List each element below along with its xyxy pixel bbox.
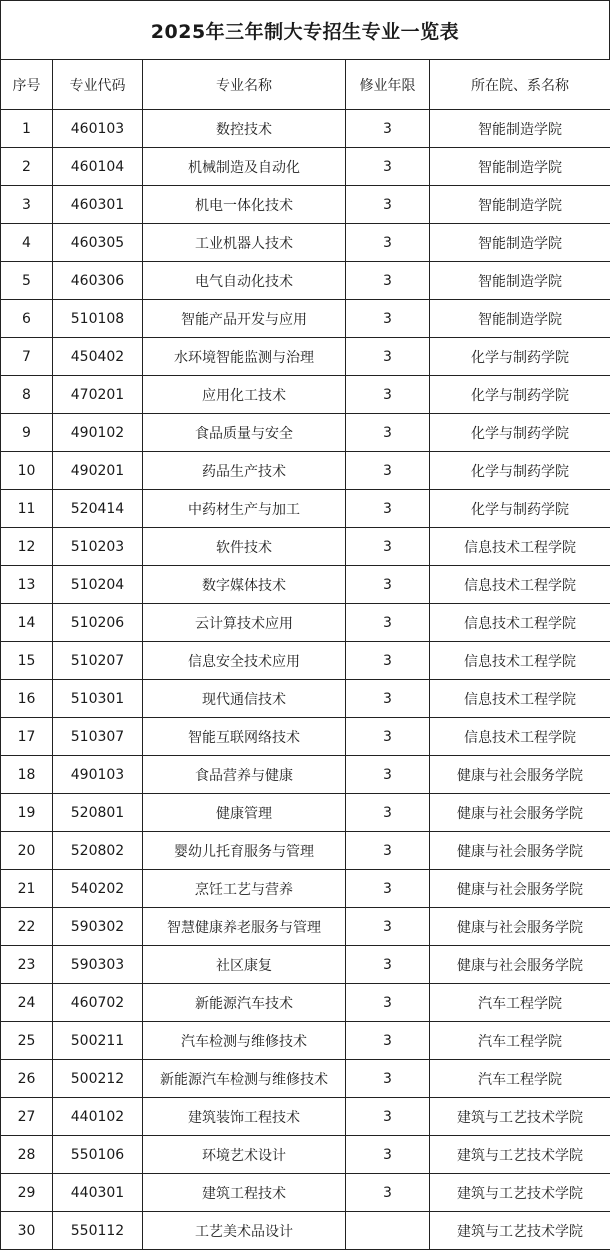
cell-index: 18 [1, 756, 53, 794]
cell-department: 信息技术工程学院 [430, 566, 610, 604]
cell-department: 健康与社会服务学院 [430, 832, 610, 870]
table-row [1, 604, 610, 642]
cell-duration: 3 [346, 1174, 430, 1212]
cell-duration: 3 [346, 794, 430, 832]
table-row [1, 1212, 610, 1250]
cell-department: 化学与制药学院 [430, 490, 610, 528]
cell-duration: 3 [346, 490, 430, 528]
cell-duration: 3 [346, 224, 430, 262]
cell-major-name: 汽车检测与维修技术 [143, 1022, 346, 1060]
cell-index: 26 [1, 1060, 53, 1098]
cell-code: 510207 [53, 642, 143, 680]
cell-department: 智能制造学院 [430, 186, 610, 224]
cell-major-name: 新能源汽车技术 [143, 984, 346, 1022]
majors-table [0, 59, 610, 1250]
cell-index: 16 [1, 680, 53, 718]
cell-department: 建筑与工艺技术学院 [430, 1136, 610, 1174]
table-row [1, 946, 610, 984]
cell-index: 30 [1, 1212, 53, 1250]
cell-department: 智能制造学院 [430, 224, 610, 262]
cell-index: 12 [1, 528, 53, 566]
cell-department: 信息技术工程学院 [430, 642, 610, 680]
cell-major-name: 新能源汽车检测与维修技术 [143, 1060, 346, 1098]
cell-index: 7 [1, 338, 53, 376]
cell-index: 13 [1, 566, 53, 604]
cell-major-name: 现代通信技术 [143, 680, 346, 718]
table-row [1, 1022, 610, 1060]
cell-index: 27 [1, 1098, 53, 1136]
cell-code: 460104 [53, 148, 143, 186]
cell-duration: 3 [346, 1098, 430, 1136]
cell-code: 500211 [53, 1022, 143, 1060]
cell-index: 17 [1, 718, 53, 756]
cell-major-name: 智能互联网络技术 [143, 718, 346, 756]
cell-department: 智能制造学院 [430, 110, 610, 148]
cell-major-name: 软件技术 [143, 528, 346, 566]
cell-department: 化学与制药学院 [430, 414, 610, 452]
table-row [1, 414, 610, 452]
cell-duration: 3 [346, 414, 430, 452]
cell-duration: 3 [346, 148, 430, 186]
cell-code: 490102 [53, 414, 143, 452]
cell-duration: 3 [346, 718, 430, 756]
page-title: 2025年三年制大专招生专业一览表 [0, 0, 610, 60]
cell-index: 22 [1, 908, 53, 946]
cell-duration: 3 [346, 984, 430, 1022]
header-row [1, 60, 610, 110]
cell-major-name: 信息安全技术应用 [143, 642, 346, 680]
cell-department: 建筑与工艺技术学院 [430, 1174, 610, 1212]
cell-department: 信息技术工程学院 [430, 604, 610, 642]
cell-code: 520801 [53, 794, 143, 832]
cell-major-name: 应用化工技术 [143, 376, 346, 414]
cell-code: 460103 [53, 110, 143, 148]
table-row [1, 1174, 610, 1212]
cell-major-name: 水环境智能监测与治理 [143, 338, 346, 376]
cell-duration: 3 [346, 756, 430, 794]
cell-index: 3 [1, 186, 53, 224]
cell-duration: 3 [346, 1022, 430, 1060]
table-row [1, 1060, 610, 1098]
table-row [1, 756, 610, 794]
cell-code: 510301 [53, 680, 143, 718]
table-row [1, 1098, 610, 1136]
table-row [1, 680, 610, 718]
cell-index: 8 [1, 376, 53, 414]
cell-major-name: 智慧健康养老服务与管理 [143, 908, 346, 946]
cell-major-name: 工艺美术品设计 [143, 1212, 346, 1250]
cell-code: 440102 [53, 1098, 143, 1136]
cell-index: 1 [1, 110, 53, 148]
cell-major-name: 机械制造及自动化 [143, 148, 346, 186]
cell-major-name: 环境艺术设计 [143, 1136, 346, 1174]
table-body [1, 110, 610, 1250]
cell-department: 汽车工程学院 [430, 1060, 610, 1098]
cell-code: 450402 [53, 338, 143, 376]
cell-duration: 3 [346, 1136, 430, 1174]
table-header [1, 60, 610, 110]
cell-code: 540202 [53, 870, 143, 908]
cell-code: 590303 [53, 946, 143, 984]
cell-duration: 3 [346, 376, 430, 414]
cell-index: 21 [1, 870, 53, 908]
table-row [1, 148, 610, 186]
cell-code: 590302 [53, 908, 143, 946]
cell-duration: 3 [346, 870, 430, 908]
cell-major-name: 建筑工程技术 [143, 1174, 346, 1212]
cell-department: 健康与社会服务学院 [430, 794, 610, 832]
cell-code: 460301 [53, 186, 143, 224]
header-major-name: 专业名称 [143, 60, 346, 110]
cell-index: 10 [1, 452, 53, 490]
cell-code: 510204 [53, 566, 143, 604]
cell-duration: 3 [346, 908, 430, 946]
cell-duration: 3 [346, 566, 430, 604]
cell-department: 化学与制药学院 [430, 338, 610, 376]
cell-index: 14 [1, 604, 53, 642]
cell-department: 汽车工程学院 [430, 1022, 610, 1060]
cell-index: 4 [1, 224, 53, 262]
header-index: 序号 [1, 60, 53, 110]
cell-index: 19 [1, 794, 53, 832]
cell-department: 建筑与工艺技术学院 [430, 1212, 610, 1250]
table-row [1, 376, 610, 414]
cell-duration: 3 [346, 680, 430, 718]
cell-major-name: 健康管理 [143, 794, 346, 832]
cell-duration: 3 [346, 452, 430, 490]
cell-code: 510203 [53, 528, 143, 566]
cell-department: 健康与社会服务学院 [430, 946, 610, 984]
cell-duration: 3 [346, 642, 430, 680]
table-row [1, 528, 610, 566]
cell-duration: 3 [346, 528, 430, 566]
cell-major-name: 社区康复 [143, 946, 346, 984]
cell-department: 智能制造学院 [430, 300, 610, 338]
cell-code: 550112 [53, 1212, 143, 1250]
cell-code: 510206 [53, 604, 143, 642]
table-row [1, 908, 610, 946]
cell-code: 500212 [53, 1060, 143, 1098]
cell-department: 建筑与工艺技术学院 [430, 1098, 610, 1136]
table-row [1, 224, 610, 262]
cell-major-name: 云计算技术应用 [143, 604, 346, 642]
cell-code: 520414 [53, 490, 143, 528]
cell-department: 信息技术工程学院 [430, 528, 610, 566]
cell-major-name: 数字媒体技术 [143, 566, 346, 604]
cell-major-name: 中药材生产与加工 [143, 490, 346, 528]
table-row [1, 718, 610, 756]
cell-department: 汽车工程学院 [430, 984, 610, 1022]
cell-code: 460305 [53, 224, 143, 262]
table-row [1, 262, 610, 300]
table-row [1, 984, 610, 1022]
table-row [1, 832, 610, 870]
header-duration: 修业年限 [346, 60, 430, 110]
table-row [1, 110, 610, 148]
table-row [1, 338, 610, 376]
cell-major-name: 电气自动化技术 [143, 262, 346, 300]
cell-duration: 3 [346, 604, 430, 642]
cell-code: 490103 [53, 756, 143, 794]
cell-major-name: 食品营养与健康 [143, 756, 346, 794]
cell-index: 9 [1, 414, 53, 452]
cell-duration: 3 [346, 338, 430, 376]
cell-code: 510108 [53, 300, 143, 338]
cell-department: 信息技术工程学院 [430, 680, 610, 718]
cell-major-name: 食品质量与安全 [143, 414, 346, 452]
cell-code: 550106 [53, 1136, 143, 1174]
cell-major-name: 婴幼儿托育服务与管理 [143, 832, 346, 870]
header-code: 专业代码 [53, 60, 143, 110]
cell-major-name: 建筑装饰工程技术 [143, 1098, 346, 1136]
cell-index: 29 [1, 1174, 53, 1212]
cell-code: 490201 [53, 452, 143, 490]
table-row [1, 186, 610, 224]
cell-duration: 3 [346, 300, 430, 338]
cell-code: 470201 [53, 376, 143, 414]
cell-major-name: 数控技术 [143, 110, 346, 148]
cell-code: 460306 [53, 262, 143, 300]
table-row [1, 794, 610, 832]
cell-index: 23 [1, 946, 53, 984]
cell-index: 15 [1, 642, 53, 680]
cell-major-name: 机电一体化技术 [143, 186, 346, 224]
cell-index: 5 [1, 262, 53, 300]
cell-department: 健康与社会服务学院 [430, 908, 610, 946]
cell-department: 智能制造学院 [430, 148, 610, 186]
cell-code: 440301 [53, 1174, 143, 1212]
cell-index: 20 [1, 832, 53, 870]
cell-duration: 3 [346, 186, 430, 224]
table-row [1, 452, 610, 490]
cell-code: 520802 [53, 832, 143, 870]
cell-department: 健康与社会服务学院 [430, 870, 610, 908]
cell-department: 信息技术工程学院 [430, 718, 610, 756]
cell-duration: 3 [346, 1060, 430, 1098]
cell-index: 11 [1, 490, 53, 528]
cell-duration: 3 [346, 946, 430, 984]
cell-major-name: 烹饪工艺与营养 [143, 870, 346, 908]
cell-department: 健康与社会服务学院 [430, 756, 610, 794]
cell-major-name: 工业机器人技术 [143, 224, 346, 262]
table-row [1, 870, 610, 908]
table-row [1, 1136, 610, 1174]
cell-index: 2 [1, 148, 53, 186]
table-row [1, 490, 610, 528]
table-row [1, 566, 610, 604]
cell-department: 化学与制药学院 [430, 452, 610, 490]
cell-index: 6 [1, 300, 53, 338]
cell-index: 28 [1, 1136, 53, 1174]
cell-duration: 3 [346, 262, 430, 300]
table-row [1, 642, 610, 680]
cell-major-name: 智能产品开发与应用 [143, 300, 346, 338]
cell-code: 460702 [53, 984, 143, 1022]
cell-duration: 3 [346, 110, 430, 148]
cell-duration: 3 [346, 832, 430, 870]
cell-index: 25 [1, 1022, 53, 1060]
header-department: 所在院、系名称 [430, 60, 610, 110]
cell-department: 智能制造学院 [430, 262, 610, 300]
cell-code: 510307 [53, 718, 143, 756]
cell-major-name: 药品生产技术 [143, 452, 346, 490]
cell-duration [346, 1212, 430, 1250]
cell-index: 24 [1, 984, 53, 1022]
cell-department: 化学与制药学院 [430, 376, 610, 414]
table-row [1, 300, 610, 338]
